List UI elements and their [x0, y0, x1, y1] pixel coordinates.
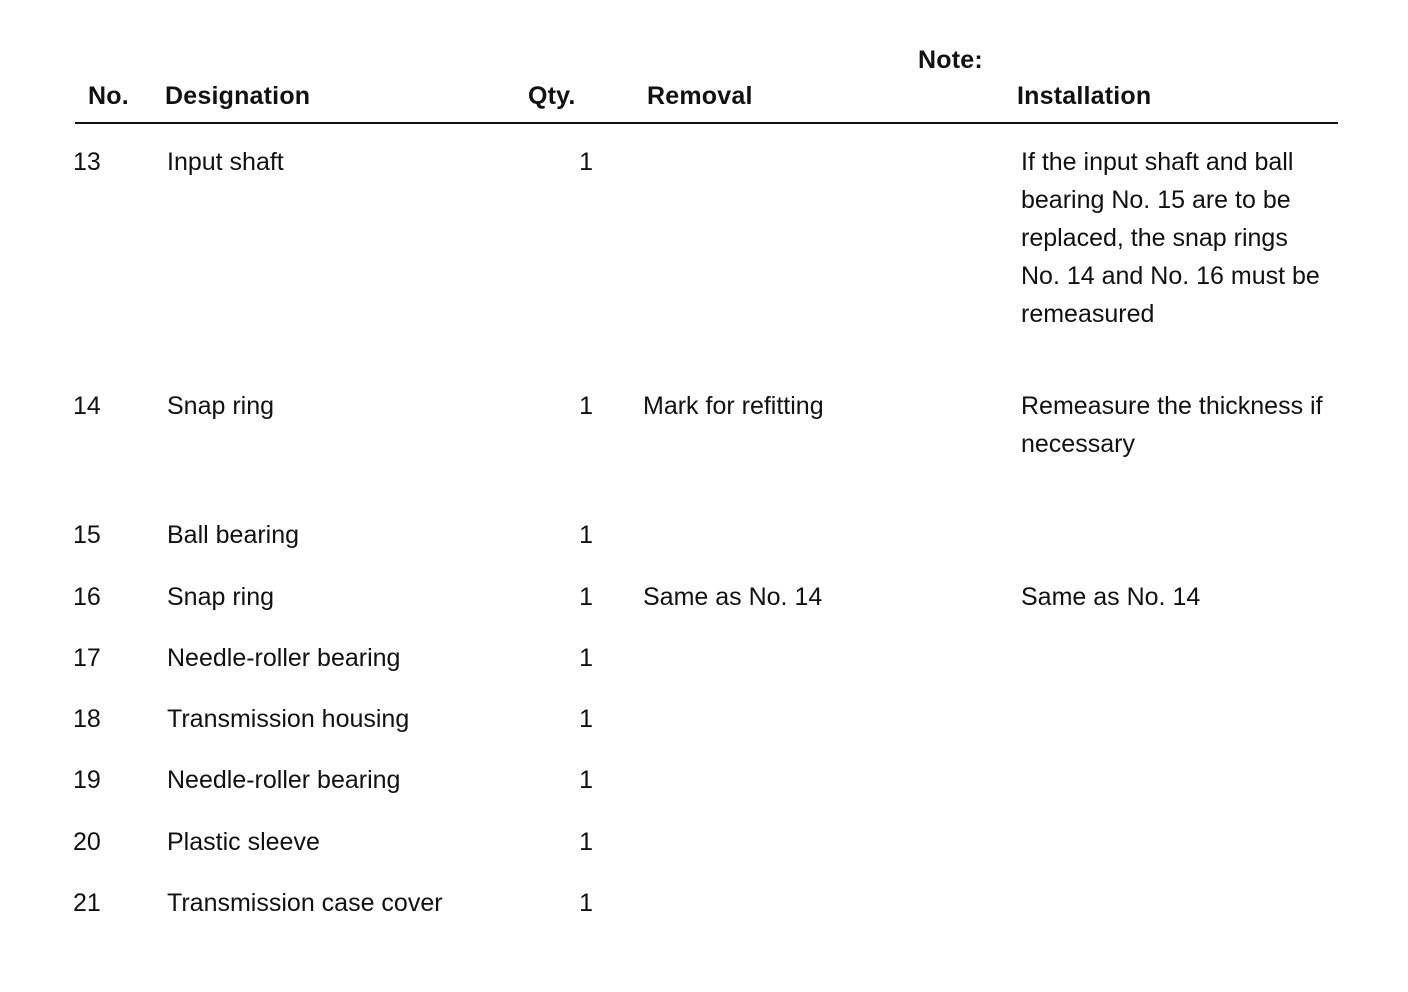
row-designation: Needle-roller bearing — [167, 766, 401, 794]
row-designation: Needle-roller bearing — [167, 644, 401, 672]
row-designation: Transmission housing — [167, 705, 410, 733]
row-number: 15 — [73, 521, 101, 549]
row-qty: 1 — [579, 705, 593, 733]
row-number: 20 — [73, 828, 101, 856]
row-qty: 1 — [579, 148, 593, 176]
row-number: 16 — [73, 583, 101, 611]
column-header-qty: Qty. — [528, 82, 576, 110]
row-qty: 1 — [579, 644, 593, 672]
column-header-no: No. — [88, 82, 129, 110]
row-removal: Mark for refitting — [643, 392, 824, 420]
row-designation: Snap ring — [167, 583, 275, 611]
row-qty: 1 — [579, 583, 593, 611]
note-label: Note: — [918, 46, 983, 74]
row-number: 14 — [73, 392, 101, 420]
row-designation: Plastic sleeve — [167, 828, 320, 856]
row-number: 18 — [73, 705, 101, 733]
row-designation: Ball bearing — [167, 521, 300, 549]
row-installation: Same as No. 14 — [1021, 583, 1201, 611]
row-number: 21 — [73, 889, 101, 917]
row-qty: 1 — [579, 828, 593, 856]
row-number: 13 — [73, 148, 101, 176]
row-number: 17 — [73, 644, 101, 672]
row-qty: 1 — [579, 392, 593, 420]
row-installation: Remeasure the thickness if necessary — [1021, 392, 1323, 458]
row-designation: Snap ring — [167, 392, 275, 420]
column-header-removal: Removal — [647, 82, 753, 110]
row-designation: Input shaft — [167, 148, 284, 176]
row-qty: 1 — [579, 766, 593, 794]
row-number: 19 — [73, 766, 101, 794]
row-designation: Transmission case cover — [167, 889, 443, 917]
row-removal: Same as No. 14 — [643, 583, 823, 611]
row-qty: 1 — [579, 889, 593, 917]
column-header-designation: Designation — [165, 82, 311, 110]
row-installation: If the input shaft and ball bearing No. 15 are to be replaced, the snap rings No. 14 and No. 16 must be remeasured — [1021, 148, 1320, 328]
row-qty: 1 — [579, 521, 593, 549]
column-header-installation: Installation — [1017, 82, 1152, 110]
